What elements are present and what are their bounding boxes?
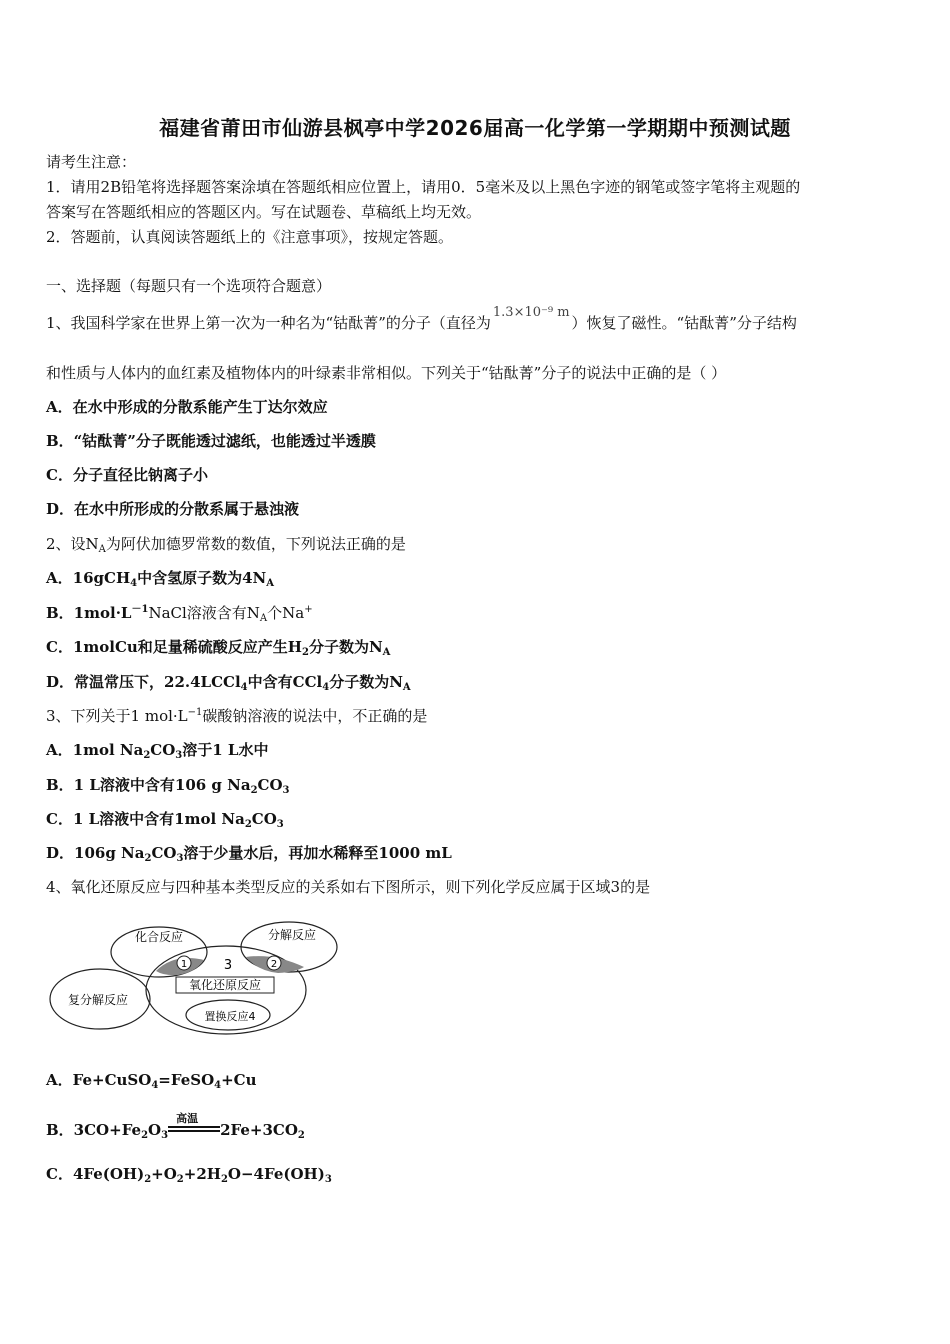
q2-option-a[interactable] bbox=[46, 568, 274, 588]
section-heading: 一、选择题（每题只有一个选项符合题意） bbox=[46, 277, 332, 295]
q2-stem bbox=[46, 534, 406, 554]
q3-stem-part-b: 碳酸钠溶液的说法中，不正确的是 bbox=[202, 707, 428, 725]
q4-c-sub-1: 2 bbox=[144, 1174, 152, 1185]
q2-d-text-2: 中含有CCl bbox=[247, 673, 323, 691]
q3-option-d[interactable] bbox=[46, 843, 452, 863]
q2-c-sub-1: 2 bbox=[301, 647, 309, 658]
q4-b-sub-2: 3 bbox=[161, 1130, 169, 1141]
q3-c-text-2: CO bbox=[251, 810, 277, 828]
q4-option-c[interactable] bbox=[46, 1164, 332, 1184]
q4-a-text-3: +Cu bbox=[221, 1071, 257, 1089]
q4-a-text-1: A．Fe+CuSO bbox=[46, 1071, 152, 1089]
region1-label: 1 bbox=[180, 959, 188, 970]
q4-c-text-3: +2H bbox=[183, 1165, 221, 1183]
q1-diameter-value: 1.3×10⁻⁹ m bbox=[492, 305, 570, 320]
q4-b-text-3: 2Fe+3CO bbox=[220, 1121, 298, 1139]
q4-c-sub-2: 2 bbox=[176, 1174, 184, 1185]
displacement-label: 置换反应4 bbox=[204, 1010, 256, 1023]
q3-d-text-3: 溶于少量水后，再加水稀释至1000 mL bbox=[183, 844, 452, 862]
equals-bar-bottom bbox=[168, 1130, 220, 1132]
q3-a-text-1: A．1mol Na bbox=[46, 741, 144, 759]
q2-b-sup-2: + bbox=[304, 604, 313, 615]
reaction-type-diagram bbox=[46, 915, 346, 1035]
q3-a-text-3: 溶于1 L水中 bbox=[182, 741, 269, 759]
q4-c-text-1: C．4Fe(OH) bbox=[46, 1165, 145, 1183]
q3-d-sub-2: 3 bbox=[176, 853, 184, 864]
q3-b-sub-1: 2 bbox=[250, 785, 258, 796]
q2-b-text-2: NaCl溶液含有N bbox=[148, 604, 260, 622]
q4-b-sub-3: 2 bbox=[297, 1130, 305, 1141]
notice-item-2: 2．答题前，认真阅读答题纸上的《注意事项》，按规定答题。 bbox=[46, 228, 454, 246]
q2-d-text-3: 分子数为N bbox=[329, 673, 403, 691]
notice-item-1: 1．请用2B铅笔将选择题答案涂填在答题纸相应位置上，请用0．5毫米及以上黑色字迹的钢笔或签字笔将主观题的 bbox=[46, 178, 801, 196]
q3-stem-part-a: 3、下列关于1 mol·L bbox=[46, 707, 188, 725]
q3-b-sub-2: 3 bbox=[282, 785, 290, 796]
q3-option-c[interactable] bbox=[46, 809, 284, 829]
double-displacement-label: 复分解反应 bbox=[67, 993, 129, 1007]
q4-b-text-1: B．3CO+Fe bbox=[46, 1121, 142, 1139]
q3-c-text-1: C．1 L溶液中含有1mol Na bbox=[46, 810, 245, 828]
q2-option-d[interactable] bbox=[46, 672, 411, 692]
redox-label: 氧化还原反应 bbox=[188, 978, 262, 992]
q4-c-text-2: +O bbox=[151, 1165, 177, 1183]
q1-stem-cont: 和性质与人体内的血红素及植物体内的叶绿素非常相似。下列关于“钴酞菁”分子的说法中正确的是（ ） bbox=[46, 364, 727, 382]
q3-a-sub-1: 2 bbox=[143, 750, 151, 761]
q2-d-sub-1: 4 bbox=[240, 682, 248, 693]
q3-option-a[interactable] bbox=[46, 740, 268, 760]
q2-b-sub-1: A bbox=[259, 613, 268, 624]
q2-c-text-2: 分子数为N bbox=[308, 638, 383, 656]
q3-b-text-2: CO bbox=[257, 776, 283, 794]
q3-stem bbox=[46, 706, 427, 726]
q4-stem: 4、氧化还原反应与四种基本类型反应的关系如右下图所示，则下列化学反应属于区域3的是 bbox=[46, 878, 651, 896]
page-title: 福建省莆田市仙游县枫亭中学2026届高一化学第一学期期中预测试题 bbox=[159, 116, 791, 140]
q1-stem bbox=[46, 305, 797, 335]
q1-option-d[interactable]: D．在水中所形成的分散系属于悬浊液 bbox=[46, 500, 300, 518]
q2-a-sub-1: 4 bbox=[130, 578, 138, 589]
q2-option-c[interactable] bbox=[46, 637, 390, 657]
q3-c-sub-1: 2 bbox=[244, 819, 252, 830]
q4-a-text-2: =FeSO bbox=[158, 1071, 215, 1089]
q2-b-text-1: B．1mol·L bbox=[46, 604, 132, 622]
q4-c-sub-4: 3 bbox=[324, 1174, 332, 1185]
q1-stem-part-a: 1、我国科学家在世界上第一次为一种名为“钴酞菁”的分子（直径为 bbox=[46, 314, 491, 332]
q3-d-text-1: D．106g Na bbox=[46, 844, 145, 862]
q3-c-sub-2: 3 bbox=[276, 819, 284, 830]
notice-item-1-cont: 答案写在答题纸相应的答题区内。写在试题卷、草稿纸上均无效。 bbox=[46, 203, 482, 221]
q2-a-sub-2: A bbox=[266, 578, 275, 589]
decomposition-label: 分解反应 bbox=[267, 928, 317, 942]
q3-b-text-1: B．1 L溶液中含有106 g Na bbox=[46, 776, 251, 794]
reaction-condition: 高温 bbox=[176, 1112, 199, 1125]
q4-a-sub-1: 4 bbox=[151, 1080, 159, 1091]
q4-a-sub-2: 4 bbox=[214, 1080, 222, 1091]
q3-stem-sup: −1 bbox=[187, 707, 203, 718]
q3-a-text-2: CO bbox=[150, 741, 176, 759]
q2-a-text-1: A．16gCH bbox=[46, 569, 131, 587]
q4-c-text-4: O−4Fe(OH) bbox=[227, 1165, 325, 1183]
q4-b-text-2: O bbox=[148, 1121, 162, 1139]
q3-d-text-2: CO bbox=[151, 844, 177, 862]
q2-d-sub-2: 4 bbox=[322, 682, 330, 693]
q2-stem-part-b: 为阿伏加德罗常数的数值，下列说法正确的是 bbox=[105, 535, 406, 553]
notice-heading: 请考生注意： bbox=[46, 153, 137, 171]
q2-d-sub-3: A bbox=[402, 682, 411, 693]
q4-b-sub-1: 2 bbox=[141, 1130, 149, 1141]
q1-option-a[interactable]: A．在水中形成的分散系能产生丁达尔效应 bbox=[46, 398, 328, 416]
q2-a-text-2: 中含氢原子数为4N bbox=[137, 569, 267, 587]
q4-option-a[interactable] bbox=[46, 1070, 257, 1090]
q2-c-text-1: C．1molCu和足量稀硫酸反应产生H bbox=[46, 638, 302, 656]
q3-d-sub-1: 2 bbox=[144, 853, 152, 864]
q1-option-b[interactable]: B．“钴酞菁”分子既能透过滤纸，也能透过半透膜 bbox=[46, 432, 376, 450]
q2-stem-part-a: 2、设N bbox=[46, 535, 99, 553]
q2-d-text-1: D．常温常压下，22.4LCCl bbox=[46, 673, 241, 691]
q3-option-b[interactable] bbox=[46, 775, 290, 795]
high-temp-equals-sign bbox=[168, 1112, 220, 1137]
region2-label: 2 bbox=[270, 959, 278, 970]
q2-b-text-3: 个Na bbox=[267, 604, 305, 622]
equals-bar-top bbox=[168, 1126, 220, 1128]
q1-option-c[interactable]: C．分子直径比钠离子小 bbox=[46, 466, 208, 484]
q2-b-sup-1: －1 bbox=[131, 604, 149, 615]
q1-stem-part-b: ）恢复了磁性。“钴酞菁”分子结构 bbox=[571, 314, 797, 332]
region3-label: 3 bbox=[223, 958, 233, 973]
q2-c-sub-2: A bbox=[382, 647, 391, 658]
combination-label: 化合反应 bbox=[134, 930, 184, 944]
q2-stem-sub: A bbox=[98, 544, 106, 555]
q4-c-sub-3: 2 bbox=[220, 1174, 228, 1185]
q2-option-b[interactable] bbox=[46, 603, 313, 623]
q4-option-b[interactable] bbox=[46, 1112, 305, 1141]
q3-a-sub-2: 3 bbox=[175, 750, 183, 761]
